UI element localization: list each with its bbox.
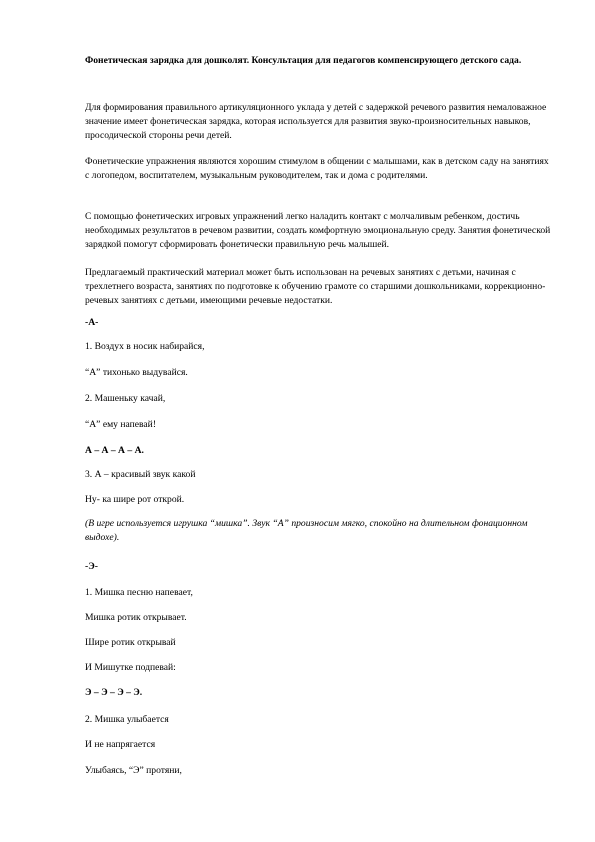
section-e-line-2: Мишка ротик открывает.	[85, 612, 187, 623]
section-e-line-6: И не напрягается	[85, 739, 156, 750]
section-a-chant: А – А – А – А.	[85, 445, 144, 456]
section-a-line-5: 3. А – красивый звук какой	[85, 469, 196, 480]
document-title: Фонетическая зарядка для дошколят. Консультация для педагогов компенсирующего детского сада.	[85, 55, 522, 66]
section-e-heading: -Э-	[85, 561, 98, 572]
section-a-note: (В игре используется игрушка “мишка”. Звук “А” произносим мягко, спокойно на длительном фонационном выдохе).	[85, 518, 528, 544]
paragraph-contact: С помощью фонетических игровых упражнений легко наладить контакт с молчаливым ребенком, достичь необходимых результатов в речевом развитии, создать комфортную эмоциональную среду. Занятия фонетической зарядкой помогут сформировать фонетически правильную речь малышей.	[85, 211, 551, 251]
section-a-heading: -А-	[85, 317, 99, 328]
section-e-chant: Э – Э – Э – Э.	[85, 687, 143, 698]
paragraph-intro: Для формирования правильного артикуляционного уклада у детей с задержкой речевого развития немаловажное значение имеет фонетическая зарядка, которая используется для развития звуко-произносительных навыков, просодической стороны речи детей.	[85, 102, 547, 142]
paragraph-material: Предлагаемый практический материал может быть использован на речевых занятиях с детьми, начиная с трехлетнего возраста, занятиях по подготовке к обучению грамоте со старшими дошкольниками, коррекционно-речевых занятиях с детьми, имеющими речевые недостатки.	[85, 267, 546, 307]
section-a-line-4: “А” ему напевай!	[85, 419, 157, 430]
section-a-line-2: “А” тихонько выдувайся.	[85, 367, 188, 378]
section-e-line-7: Улыбаясь, “Э” протяни,	[85, 765, 182, 776]
section-e-line-5: 2. Мишка улыбается	[85, 714, 169, 725]
paragraph-exercises: Фонетические упражнения являются хорошим стимулом в общении с малышами, как в детском саду на занятиях с логопедом, воспитателем, музыкальным руководителем, так и дома с родителями.	[85, 156, 549, 182]
section-e-line-1: 1. Мишка песню напевает,	[85, 587, 193, 598]
section-a-line-3: 2. Машеньку качай,	[85, 393, 166, 404]
section-e-line-4: И Мишутке подпевай:	[85, 662, 176, 673]
section-a-line-6: Ну- ка шире рот открой.	[85, 494, 185, 505]
section-a-line-1: 1. Воздух в носик набирайся,	[85, 341, 205, 352]
section-e-line-3: Шире ротик открывай	[85, 637, 176, 648]
